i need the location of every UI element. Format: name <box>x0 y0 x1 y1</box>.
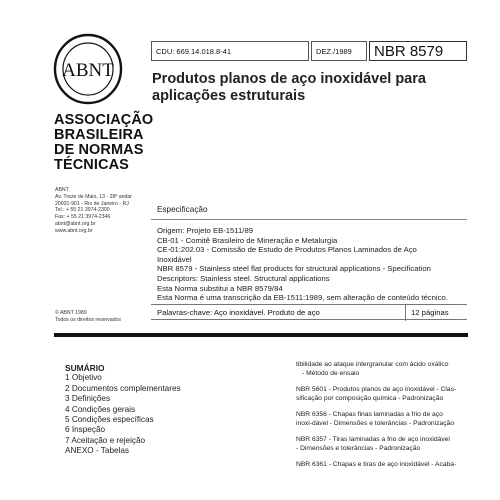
org-name-line: ASSOCIAÇÃO <box>54 112 154 128</box>
copyright-line: Todos os direitos reservados <box>55 316 122 323</box>
title-line: Produtos planos de aço inoxidável para <box>152 71 426 87</box>
reference-list <box>296 360 468 476</box>
toc-item: 1 Objetivo <box>65 373 102 383</box>
address-line: abnt@abnt.org.br <box>55 220 96 227</box>
org-name-line: BRASILEIRA <box>54 127 144 143</box>
address-line: ABNT <box>55 187 69 193</box>
reference-line: NBR 6357 - Tiras laminadas a frio de aço inoxidável <box>296 436 450 443</box>
reference-line: - Método de ensaio <box>302 370 360 377</box>
document-title <box>152 71 467 105</box>
logo-text: ABNT <box>62 60 114 81</box>
origin-metadata <box>157 226 469 303</box>
toc-item: 4 Condições gerais <box>65 404 136 414</box>
reference-line: NBR 6356 - Chapas finas laminadas a frio de aço <box>296 411 443 418</box>
standard-number: NBR 8579 <box>369 41 467 61</box>
meta-line: CB-01 - Comitê Brasileiro de Mineração e Metalurgia <box>157 235 338 245</box>
address-line: 20031-901 - Rio de Janeiro - RJ <box>55 200 129 207</box>
contact-address <box>55 187 151 235</box>
specification-label: Especificação <box>157 205 208 214</box>
reference-line: sificação por composição química - Padronização <box>296 395 444 402</box>
org-name-line: DE NORMAS <box>54 142 144 158</box>
reference-entry <box>296 360 468 378</box>
reference-entry <box>296 435 468 453</box>
address-line: Fax: + 55 21 3974-2346 <box>55 214 111 221</box>
meta-line: Descriptors: Stainless steel. Structural applications <box>157 273 330 283</box>
publication-date: DEZ./1989 <box>311 41 367 61</box>
reference-line: NBR 5601 - Produtos planos de aço inoxidável - Clas- <box>296 386 457 393</box>
reference-line: tibilidade ao ataque intergranular com ácido oxálico <box>296 361 449 368</box>
toc-item: 3 Definições <box>65 394 111 404</box>
reference-entry <box>296 385 468 403</box>
reference-line: - Dimensões e tolerâncias - Padronização <box>296 445 421 452</box>
meta-line: NBR 8579 - Stainless steel flat products for structural applications - Specification <box>157 264 431 274</box>
toc-item: 2 Documentos complementares <box>65 383 181 393</box>
keywords-bar <box>151 304 467 320</box>
toc-item: 5 Condições específicas <box>65 415 154 425</box>
cdu-code: CDU: 669.14.018.8-41 <box>151 41 309 61</box>
address-line: Tel.: + 55 21 3974-2300 <box>55 207 110 214</box>
copyright-line: © ABNT 1989 <box>55 310 87 316</box>
page-count: 12 páginas <box>411 308 449 317</box>
divider <box>405 305 406 321</box>
reference-line: inoxi-dável - Dimensões e tolerâncias - Padronização <box>296 420 454 427</box>
abnt-logo-icon <box>52 33 124 105</box>
keywords-text: Palavras-chave: Aço inoxidável. Produto de aço <box>157 308 320 317</box>
title-line: aplicações estruturais <box>152 88 306 104</box>
meta-line: Inoxidável <box>157 254 192 264</box>
meta-line: CE-01:202.03 - Comissão de Estudo de Produtos Planos Laminados de Aço <box>157 245 417 255</box>
toc-item: 6 Inspeção <box>65 425 106 435</box>
reference-line: NBR 6361 - Chapas e tiras de aço inoxidável - Acaba- <box>296 461 457 468</box>
copyright-notice <box>55 310 151 324</box>
divider <box>151 219 467 220</box>
meta-line: Origem: Projeto EB-1511/89 <box>157 226 253 235</box>
toc-title: SUMÁRIO <box>65 363 105 373</box>
reference-entry <box>296 460 468 469</box>
organization-name <box>54 113 154 173</box>
org-name-line: TÉCNICAS <box>54 157 129 173</box>
reference-entry <box>296 410 468 428</box>
address-line: www.abnt.org.br <box>55 227 93 234</box>
toc-item: 7 Aceitação e rejeição <box>65 435 146 445</box>
address-line: Av. Treze de Maio, 13 - 28º andar <box>55 193 132 200</box>
table-of-contents <box>65 363 181 457</box>
meta-line: Esta Norma substitui a NBR 8579/84 <box>157 283 283 293</box>
toc-item: ANEXO - Tabelas <box>65 446 130 456</box>
meta-line: Esta Norma é uma transcrição da EB-1511:1989, sem alteração de conteúdo técnico. <box>157 293 448 303</box>
section-divider-bar <box>54 333 468 337</box>
